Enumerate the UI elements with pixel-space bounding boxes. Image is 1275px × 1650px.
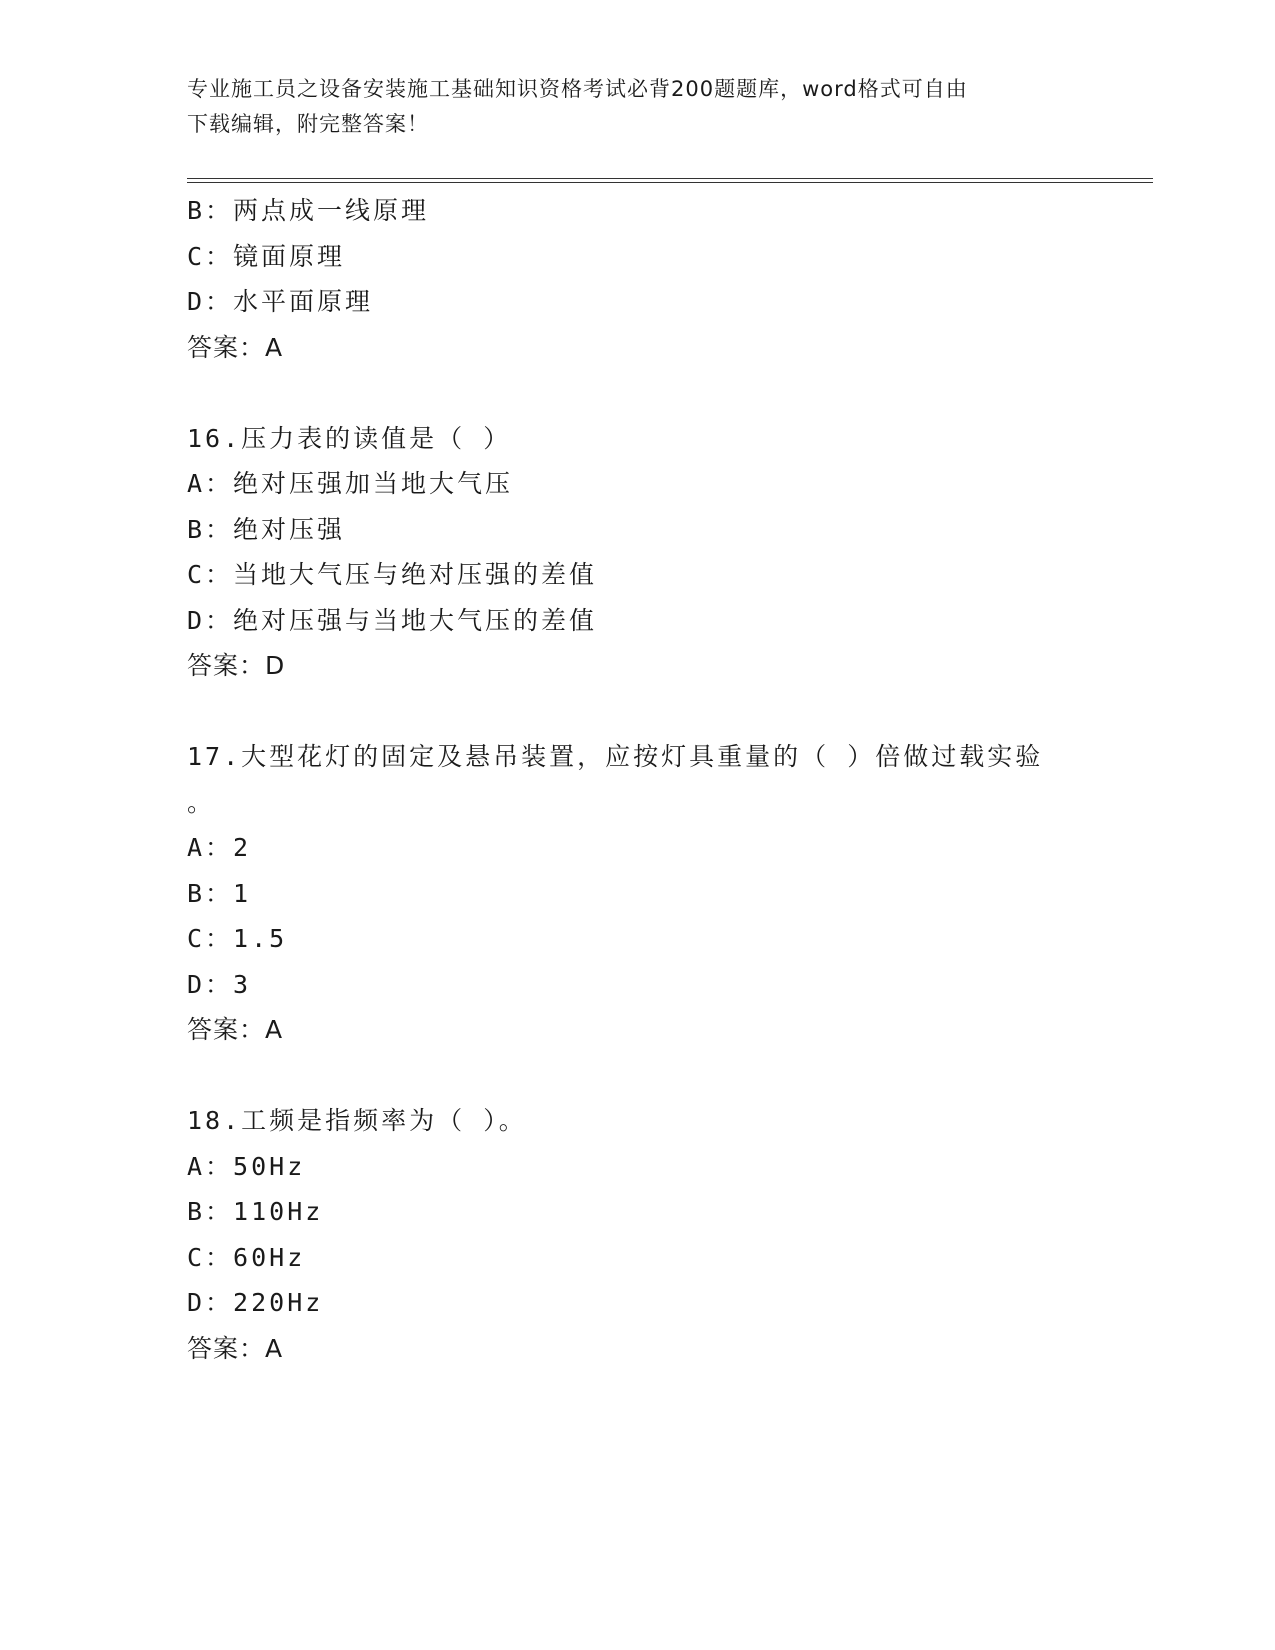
header-rule-top bbox=[187, 178, 1153, 179]
question-18 bbox=[187, 1098, 1087, 1371]
option-c: C：镜面原理 bbox=[187, 241, 346, 271]
question-15-tail bbox=[187, 188, 1087, 370]
option-d: D：绝对压强与当地大气压的差值 bbox=[187, 605, 598, 635]
option-d: D：水平面原理 bbox=[187, 287, 374, 316]
option-c: C：当地大气压与绝对压强的差值 bbox=[187, 560, 598, 589]
option-d: D：220Hz bbox=[187, 1288, 324, 1317]
spacer bbox=[187, 370, 1087, 416]
option-b: B：110Hz bbox=[187, 1197, 324, 1226]
answer-line: 答案：A bbox=[187, 1333, 284, 1363]
option-b: B：绝对压强 bbox=[187, 514, 346, 544]
answer-line: 答案：A bbox=[187, 1015, 284, 1044]
question-list bbox=[187, 188, 1087, 1371]
answer-line: 答案：A bbox=[187, 332, 284, 362]
question-text: 18.工频是指频率为（ ）。 bbox=[187, 1106, 527, 1135]
spacer bbox=[187, 1053, 1087, 1099]
option-a: A：绝对压强加当地大气压 bbox=[187, 469, 514, 498]
document-header bbox=[187, 72, 1067, 142]
option-a: A：2 bbox=[187, 833, 252, 862]
question-text-continuation: 。 bbox=[187, 787, 213, 817]
header-rule-bottom bbox=[187, 182, 1153, 183]
option-c: C：60Hz bbox=[187, 1242, 306, 1272]
answer-line: 答案：D bbox=[187, 651, 286, 680]
option-b: B：1 bbox=[187, 878, 252, 908]
question-16 bbox=[187, 416, 1087, 689]
option-a: A：50Hz bbox=[187, 1151, 306, 1181]
header-line-2: 下载编辑，附完整答案！ bbox=[187, 112, 429, 136]
header-line-1: 专业施工员之设备安装施工基础知识资格考试必背200题题库，word格式可自由 bbox=[187, 77, 968, 101]
option-c: C：1.5 bbox=[187, 924, 288, 953]
option-d: D：3 bbox=[187, 969, 252, 999]
spacer bbox=[187, 689, 1087, 735]
question-text: 17.大型花灯的固定及悬吊装置，应按灯具重量的（ ）倍做过载实验 bbox=[187, 742, 1044, 771]
question-text: 16.压力表的读值是（ ） bbox=[187, 423, 512, 453]
question-17 bbox=[187, 734, 1087, 1053]
option-b: B：两点成一线原理 bbox=[187, 196, 430, 225]
